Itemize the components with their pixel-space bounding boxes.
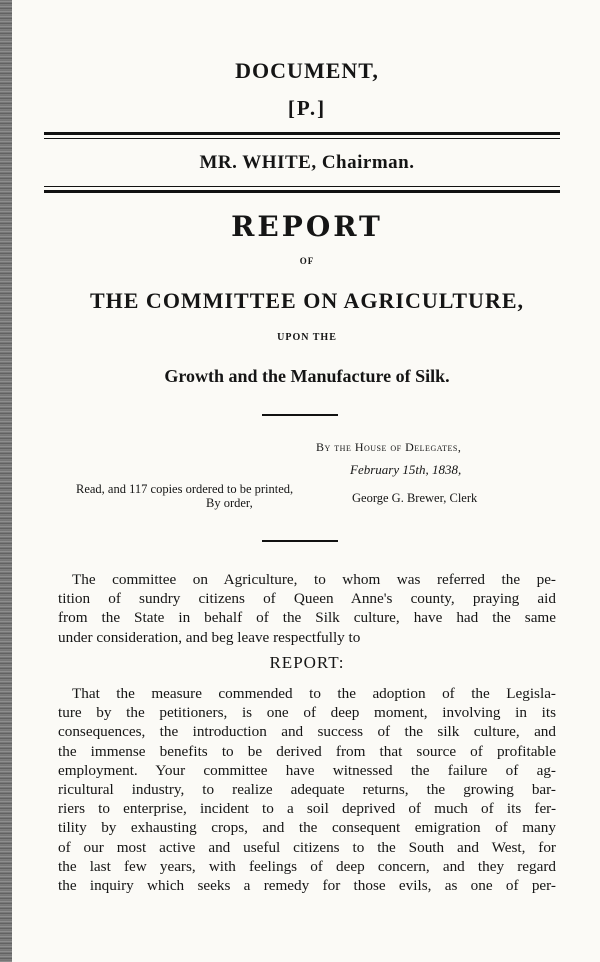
binding-edge [0, 0, 12, 962]
printing-order-line: Read, and 117 copies ordered to be printed, [76, 482, 294, 496]
paragraph-line: from the State in behalf of the Silk culture, have had the same [58, 609, 556, 627]
divider-rule-1 [262, 414, 338, 416]
paragraph-line: of our most active and useful citizens to the South and West, for [58, 838, 556, 856]
mid-rule-thick [44, 190, 560, 193]
by-house-line: By the House of Delegates, [316, 440, 462, 454]
document-page [14, 0, 600, 962]
paragraph-1 [58, 570, 556, 647]
top-rule-thin [44, 138, 560, 139]
title-upon: UPON THE [277, 332, 337, 343]
mid-rule-thin [44, 186, 560, 187]
paragraph-line: the inquiry which seeks a remedy for those evils, as one of per- [58, 876, 556, 894]
paragraph-line: employment. Your committee have witnessed the failure of ag- [58, 761, 556, 779]
paragraph-line: the last few years, with feelings of deep concern, and they regard [58, 857, 556, 875]
paragraph-line: consequences, the introduction and success of the silk culture, and [58, 723, 556, 741]
clerk-line: George G. Brewer, Clerk [352, 491, 478, 505]
paragraph-line: the immense benefits to be derived from that source of profitable [58, 742, 556, 760]
paragraph-2 [58, 684, 556, 895]
paragraph-line: tility by exhausting crops, and the consequent emigration of many [58, 819, 556, 837]
report-title: REPORT [231, 210, 383, 243]
paragraph-line: The committee on Agriculture, to whom was referred the pe- [72, 571, 556, 588]
paragraph-line: riers to enterprise, incident to a soil deprived of much of its fer- [58, 800, 556, 818]
top-rule-thick [44, 132, 560, 135]
paragraph-line: under consideration, and beg leave respectfully to [58, 628, 361, 646]
paragraph-line: tition of sundry citizens of Queen Anne's county, praying aid [58, 590, 556, 608]
report-subject: Growth and the Manufacture of Silk. [164, 366, 450, 386]
committee-name: THE COMMITTEE ON AGRICULTURE, [89, 288, 525, 313]
paragraph-line: That the measure commended to the adoption of the Legisla- [72, 685, 556, 702]
date-line: February 15th, 1838, [350, 462, 462, 477]
by-order-line: By order, [206, 496, 253, 510]
document-label: DOCUMENT, [235, 58, 379, 83]
paragraph-line: ture by the petitioners, is one of deep moment, involving in its [58, 704, 556, 722]
report-heading: REPORT: [269, 653, 345, 672]
document-number: [P.] [287, 96, 327, 120]
paragraph-line: ricultural industry, to realize adequate returns, the growing bar- [58, 780, 556, 798]
title-of: OF [299, 256, 315, 266]
chairman-line: MR. WHITE, Chairman. [199, 152, 415, 173]
divider-rule-2 [262, 540, 338, 542]
